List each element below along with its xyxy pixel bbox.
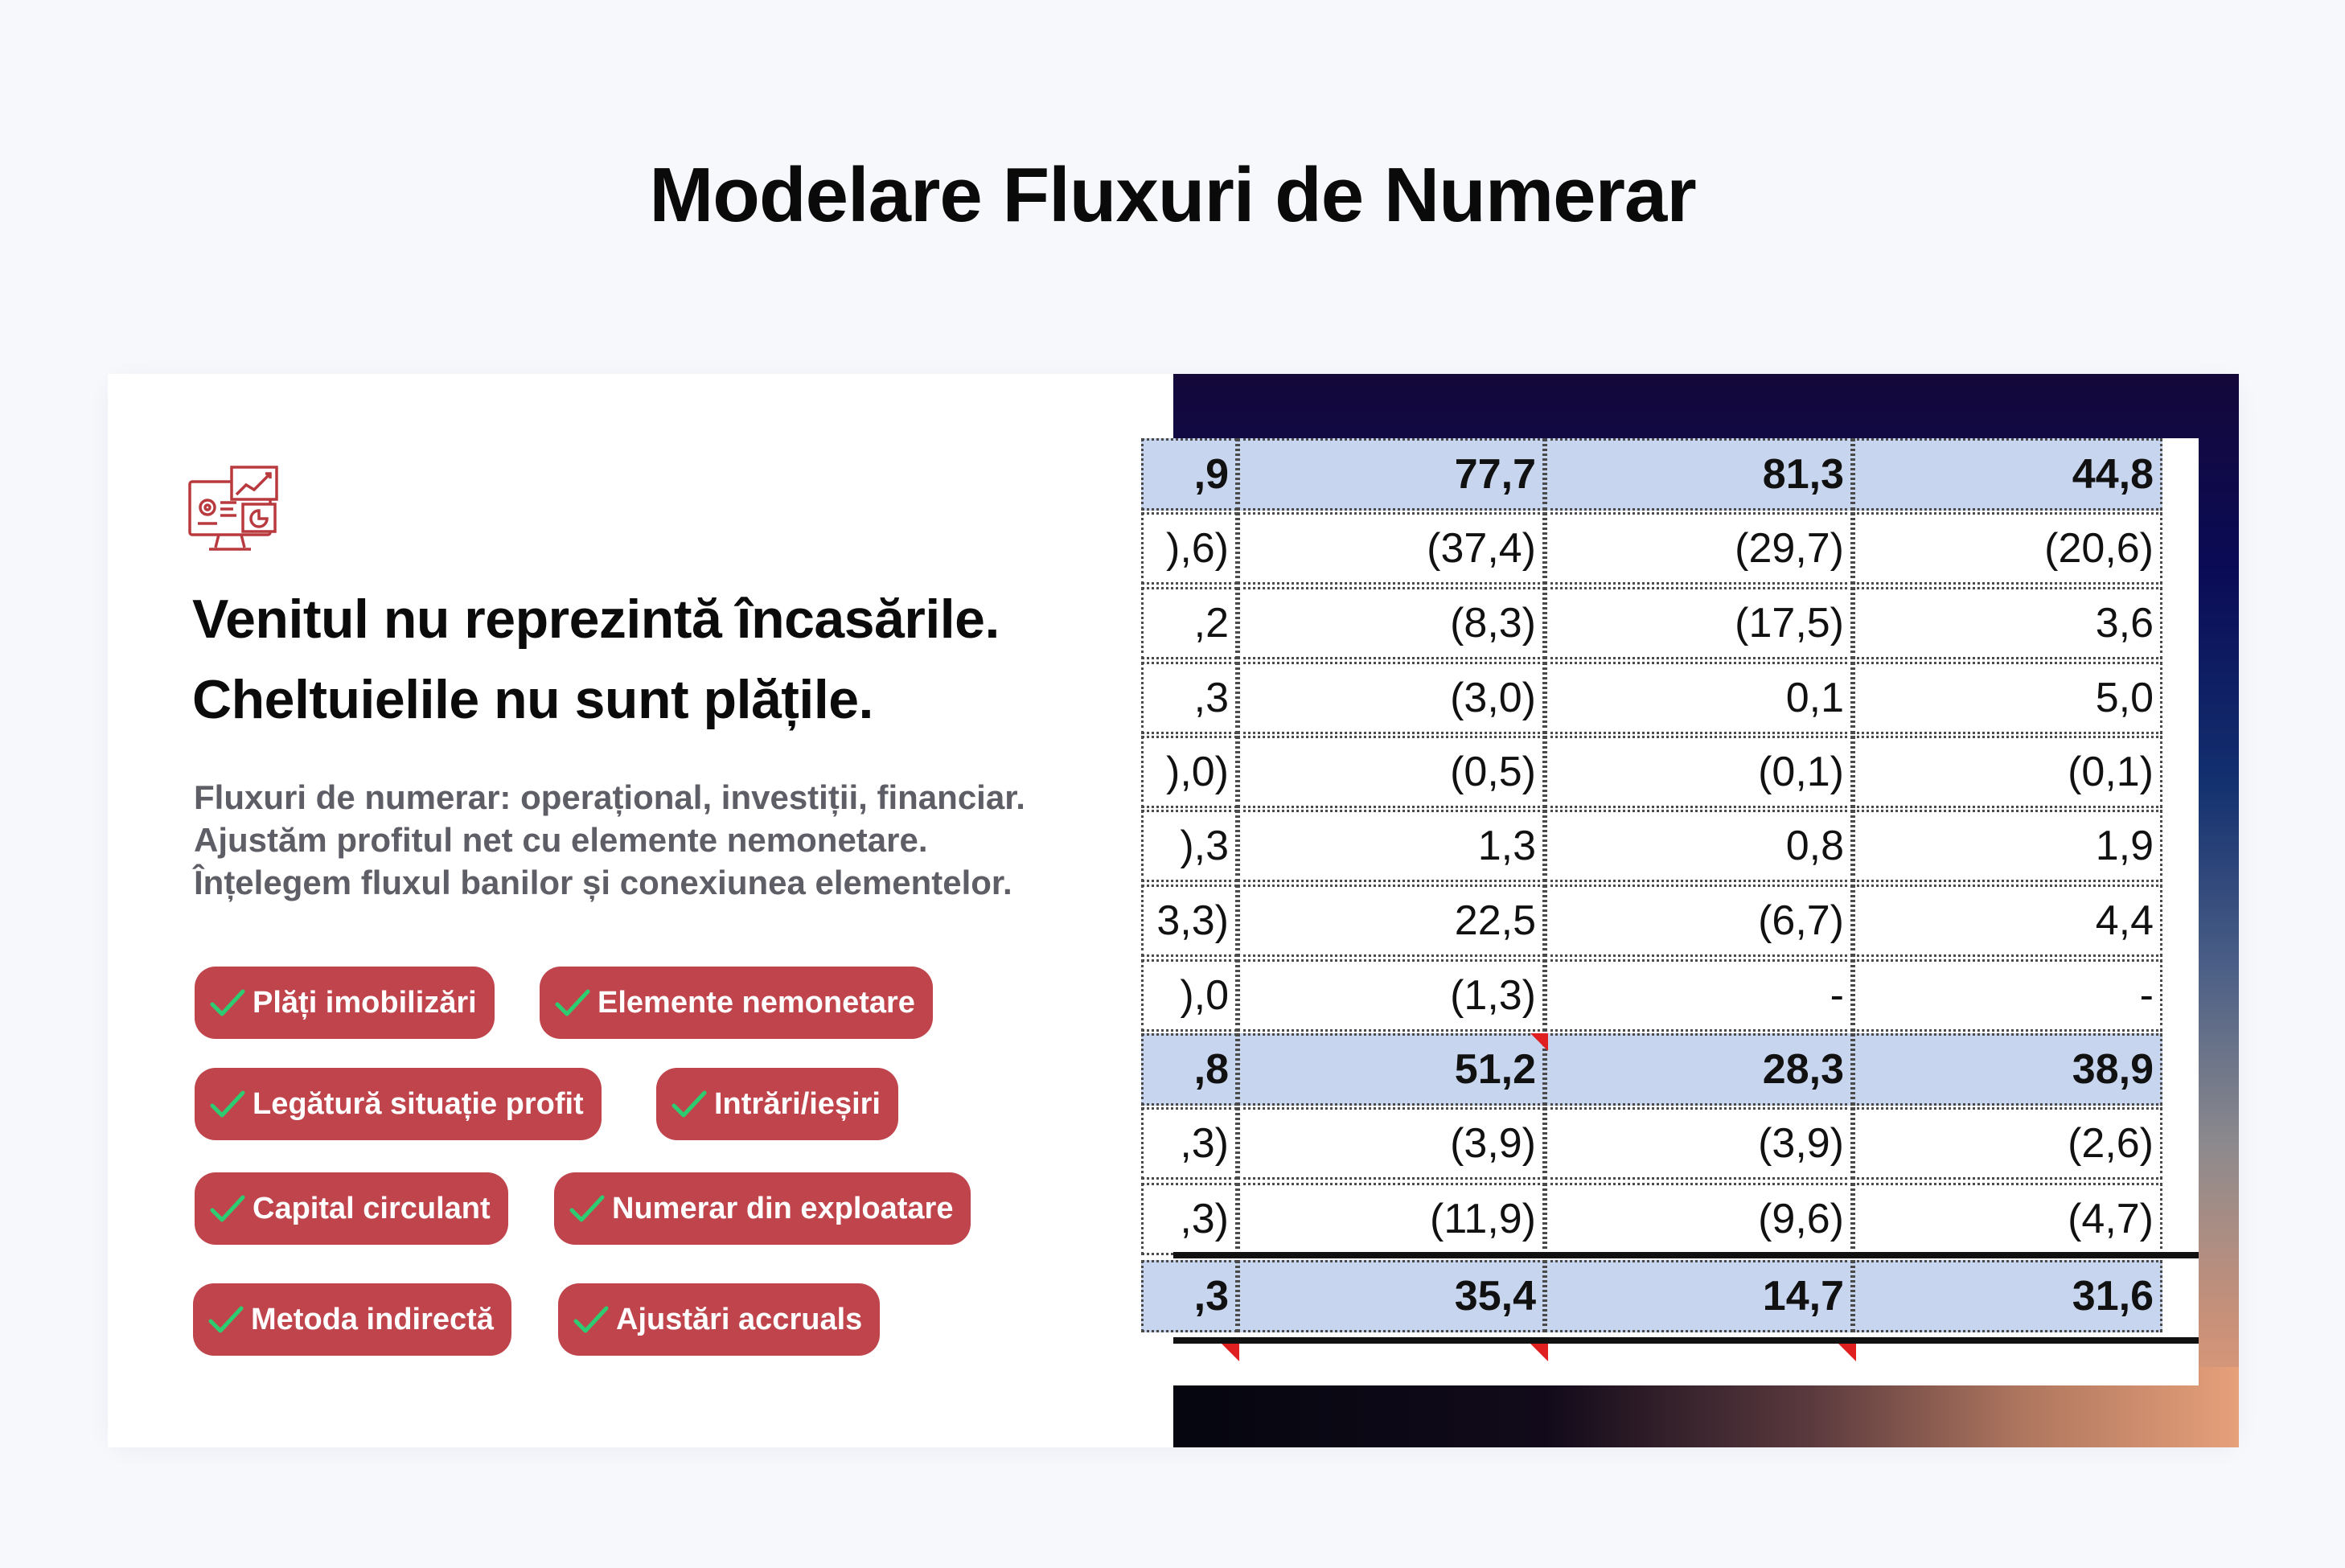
- sheet-cell: 35,4: [1238, 1260, 1545, 1332]
- tag-ajustari-accruals: [558, 1283, 880, 1356]
- tag-plati-imobilizari: [195, 967, 495, 1039]
- tag-label: Plăți imobilizări: [253, 985, 477, 1020]
- check-icon: [554, 987, 591, 1019]
- tag-elemente-nemonetare: [540, 967, 933, 1039]
- tag-label: Intrări/ieșiri: [714, 1086, 881, 1121]
- sheet-cell: 3,6: [1853, 587, 2162, 659]
- sheet-cell: -: [1545, 959, 1853, 1032]
- sheet-cell: (29,7): [1545, 512, 1853, 585]
- tag-label: Elemente nemonetare: [598, 985, 915, 1020]
- sheet-cell: -: [1853, 959, 2162, 1032]
- sheet-border-line: [1173, 1337, 2199, 1344]
- comment-marker-icon: [1838, 1344, 1856, 1361]
- sheet-cell: (11,9): [1238, 1183, 1545, 1255]
- description-line-3: Înțelegem fluxul banilor și conexiunea elementelor.: [194, 864, 1012, 901]
- sheet-cell: (6,7): [1545, 885, 1853, 957]
- sheet-cell: (0,1): [1545, 736, 1853, 808]
- sheet-cell: (2,6): [1853, 1107, 2162, 1180]
- sheet-cell: (3,9): [1238, 1107, 1545, 1180]
- analytics-dashboard-icon: [187, 462, 283, 559]
- sheet-cell: (4,7): [1853, 1183, 2162, 1255]
- sheet-cell: 0,8: [1545, 810, 1853, 882]
- tag-legatura-situatie-profit: [195, 1068, 602, 1140]
- feature-card: [108, 374, 2239, 1447]
- sheet-cell: ,3: [1141, 1260, 1238, 1332]
- sheet-cell: 5,0: [1853, 662, 2162, 734]
- tag-label: Ajustări accruals: [616, 1302, 863, 1336]
- sheet-cell: ,2: [1141, 587, 1238, 659]
- sheet-cell: 31,6: [1853, 1260, 2162, 1332]
- description-line-2: Ajustăm profitul net cu elemente nemonetare.: [194, 821, 928, 859]
- sheet-cell: (17,5): [1545, 587, 1853, 659]
- check-icon: [209, 1192, 246, 1225]
- sheet-cell: 3,3): [1141, 885, 1238, 957]
- sheet-cell: 4,4: [1853, 885, 2162, 957]
- sheet-cell: ,3): [1141, 1183, 1238, 1255]
- headline-line-1: Venitul nu reprezintă încasările.: [192, 589, 1000, 650]
- sheet-cell: ,8: [1141, 1033, 1238, 1106]
- tag-label: Numerar din exploatare: [612, 1191, 954, 1225]
- tag-label: Metoda indirectă: [251, 1302, 494, 1336]
- check-icon: [207, 1303, 244, 1336]
- sheet-cell: (37,4): [1238, 512, 1545, 585]
- sheet-cell: 14,7: [1545, 1260, 1853, 1332]
- spreadsheet-screenshot: [1156, 438, 2199, 1385]
- sheet-cell: 22,5: [1238, 885, 1545, 957]
- sheet-cell: (0,5): [1238, 736, 1545, 808]
- check-icon: [569, 1192, 606, 1225]
- sheet-cell: 1,9: [1853, 810, 2162, 882]
- tag-numerar-din-exploatare: [554, 1172, 971, 1245]
- sheet-cell: 51,2: [1238, 1033, 1545, 1106]
- tag-capital-circulant: [195, 1172, 508, 1245]
- comment-marker-icon: [1530, 1344, 1548, 1361]
- tag-label: Legătură situație profit: [253, 1086, 584, 1121]
- check-icon: [209, 987, 246, 1019]
- sheet-cell: 28,3: [1545, 1033, 1853, 1106]
- sheet-cell: ),0: [1141, 959, 1238, 1032]
- sheet-cell: (3,0): [1238, 662, 1545, 734]
- spreadsheet-image-pane: [1156, 374, 2239, 1447]
- sheet-cell: 77,7: [1238, 438, 1545, 511]
- check-icon: [573, 1303, 610, 1336]
- check-icon: [209, 1088, 246, 1120]
- sheet-cell: ),0): [1141, 736, 1238, 808]
- sheet-cell: ,3: [1141, 662, 1238, 734]
- sheet-cell: 0,1: [1545, 662, 1853, 734]
- sheet-cell: (0,1): [1853, 736, 2162, 808]
- description: [194, 776, 1143, 904]
- sheet-cell: 1,3: [1238, 810, 1545, 882]
- comment-marker-icon: [1530, 1033, 1548, 1051]
- sheet-cell: (1,3): [1238, 959, 1545, 1032]
- tag-metoda-indirecta: [193, 1283, 511, 1356]
- sheet-cell: ,3): [1141, 1107, 1238, 1180]
- check-icon: [671, 1088, 708, 1120]
- sheet-cell: 81,3: [1545, 438, 1853, 511]
- page-title: Modelare Fluxuri de Numerar: [649, 152, 1696, 238]
- sheet-cell: (8,3): [1238, 587, 1545, 659]
- description-line-1: Fluxuri de numerar: operațional, investiții, financiar.: [194, 778, 1025, 816]
- sheet-cell: ),6): [1141, 512, 1238, 585]
- sheet-cell: (3,9): [1545, 1107, 1853, 1180]
- headline-line-2: Cheltuielile nu sunt plățile.: [192, 669, 873, 730]
- sheet-cell: ),3: [1141, 810, 1238, 882]
- sheet-cell: (20,6): [1853, 512, 2162, 585]
- sheet-border-line: [1173, 1252, 2199, 1258]
- headline: [192, 579, 1117, 740]
- sheet-cell: 38,9: [1853, 1033, 2162, 1106]
- tag-label: Capital circulant: [253, 1191, 491, 1225]
- sheet-cell: (9,6): [1545, 1183, 1853, 1255]
- tag-intrari-iesiri: [656, 1068, 898, 1140]
- sheet-cell: ,9: [1141, 438, 1238, 511]
- card-text-pane: [108, 374, 1173, 1447]
- sheet-cell: 44,8: [1853, 438, 2162, 511]
- comment-marker-icon: [1222, 1344, 1239, 1361]
